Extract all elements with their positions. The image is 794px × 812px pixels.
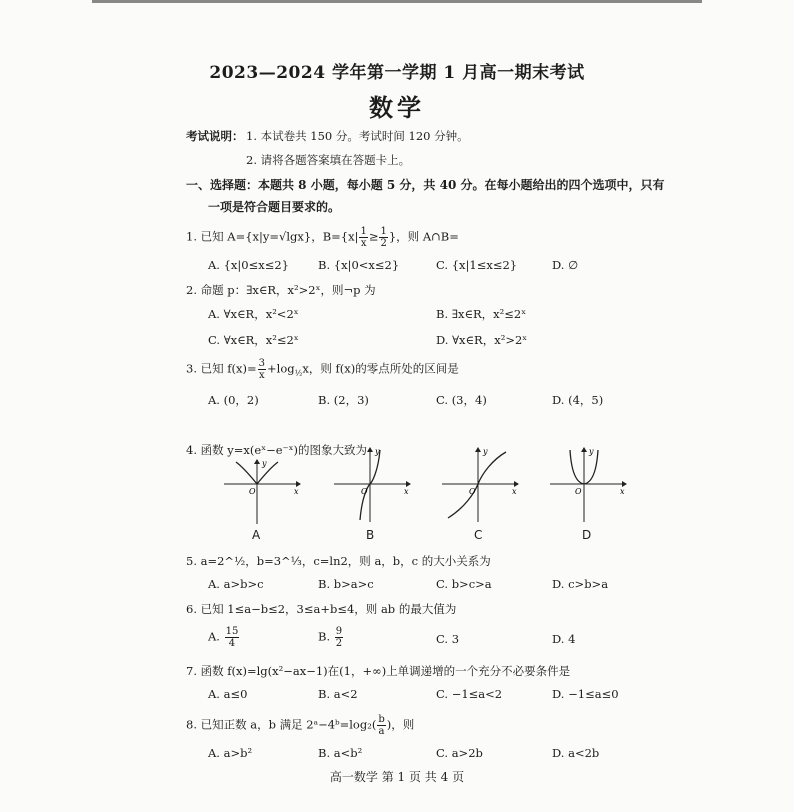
q6-option-c: C. 3 <box>436 632 460 646</box>
q3-option-c: C. (3，4) <box>436 393 487 407</box>
question-5-stem: 5. a=2^½，b=3^⅓，c=ln2，则 a，b，c 的大小关系为 <box>186 554 491 568</box>
q1-frac1-num: 1 <box>360 226 367 237</box>
q5-option-a: A. a>b>c <box>208 577 264 591</box>
q6-option-b <box>318 626 344 649</box>
q6-option-a-fraction <box>225 626 240 649</box>
q6-option-a <box>208 626 240 649</box>
graph-a <box>222 458 302 528</box>
q8-option-b: B. a<b² <box>318 746 363 760</box>
graph-c-x-label: x <box>512 487 517 496</box>
q1-option-c: C. {x|1≤x≤2} <box>436 258 518 272</box>
graph-c-y-label: y <box>483 447 488 456</box>
q7-option-a: A. a≤0 <box>208 687 248 701</box>
q1-frac2-num: 1 <box>380 226 387 237</box>
exam-title: 2023—2024 学年第一学期 1 月高一期末考试 <box>209 63 585 83</box>
q7-option-c: C. −1≤a<2 <box>436 687 503 701</box>
q6-b-den: 2 <box>335 638 343 649</box>
graph-c <box>440 446 520 524</box>
q6-option-b-fraction <box>335 626 343 649</box>
q2-option-a: A. ∀x∈R，x²<2ˣ <box>208 307 299 321</box>
graph-b-y-label: y <box>375 447 380 456</box>
graph-d <box>548 446 628 524</box>
q3-option-b: B. (2，3) <box>318 393 369 407</box>
graph-b <box>332 446 412 524</box>
q8-frac-num: b <box>378 714 385 725</box>
question-6-stem: 6. 已知 1≤a−b≤2，3≤a+b≤4，则 ab 的最大值为 <box>186 602 457 616</box>
q5-option-d: D. c>b>a <box>552 577 609 591</box>
q8-option-a: A. a>b² <box>208 746 253 760</box>
question-2-stem: 2. 命题 p：∃x∈R，x²>2ˣ，则¬p 为 <box>186 283 376 297</box>
q3-fraction <box>258 358 266 381</box>
q3-log-base: ½ <box>294 368 303 378</box>
q6-option-a-label: A. <box>208 629 220 644</box>
q6-b-num: 9 <box>335 626 343 637</box>
q1-option-d: D. ∅ <box>552 258 579 272</box>
q2-option-d: D. ∀x∈R，x²>2ˣ <box>436 333 528 347</box>
graph-c-label: C <box>474 528 483 542</box>
graph-d-x-label: x <box>620 487 625 496</box>
graph-b-origin: O <box>361 487 368 496</box>
q1-fraction-1 <box>359 226 367 249</box>
q8-frac-den: a <box>378 726 385 737</box>
section-1-heading-cont: 一项是符合题目要求的。 <box>208 200 341 214</box>
instructions-line-2: 2. 请将各题答案填在答题卡上。 <box>246 153 411 167</box>
q7-option-b: B. a<2 <box>318 687 358 701</box>
graph-d-origin: O <box>575 487 582 496</box>
graph-a-x-label: x <box>294 487 299 496</box>
q3-option-d: D. (4，5) <box>552 393 604 407</box>
q1-fraction-2 <box>379 226 387 249</box>
q6-option-d: D. 4 <box>552 632 576 646</box>
q3-frac-den: x <box>259 370 265 381</box>
instructions-label: 考试说明： <box>186 129 244 143</box>
page-footer: 高一数学 第 1 页 共 4 页 <box>329 770 465 784</box>
q6-a-den: 4 <box>228 638 236 649</box>
graph-d-y-label: y <box>589 447 594 456</box>
q8-option-c: C. a>2b <box>436 746 483 760</box>
q3-frac-num: 3 <box>258 358 266 369</box>
q3-option-a: A. (0，2) <box>208 393 259 407</box>
question-8-stem <box>186 714 414 737</box>
q6-a-num: 15 <box>225 626 239 637</box>
scan-edge-bar <box>92 0 702 3</box>
q3-stem-c: x，则 f(x)的零点所处的区间是 <box>302 361 459 376</box>
q1-stem-mid: ≥ <box>368 229 379 244</box>
q8-fraction <box>377 714 385 737</box>
question-7-stem: 7. 函数 f(x)=lg(x²−ax−1)在(1，+∞)上单调递增的一个充分不必要条件是 <box>186 664 571 678</box>
q7-option-d: D. −1≤a≤0 <box>552 687 619 701</box>
instructions-line-1: 1. 本试卷共 150 分。考试时间 120 分钟。 <box>246 129 469 143</box>
q1-option-a: A. {x|0≤x≤2} <box>208 258 289 272</box>
q3-stem-a: 3. 已知 f(x)= <box>186 361 257 376</box>
graph-b-x-label: x <box>404 487 409 496</box>
question-3-stem <box>186 358 459 381</box>
q1-frac2-den: 2 <box>380 238 387 249</box>
q1-option-b: B. {x|0<x≤2} <box>318 258 400 272</box>
graph-a-label: A <box>252 528 261 542</box>
graph-b-label: B <box>366 528 375 542</box>
q2-option-b: B. ∃x∈R，x²≤2ˣ <box>436 307 527 321</box>
graph-a-y-label: y <box>262 459 267 468</box>
q5-option-b: B. b>a>c <box>318 577 374 591</box>
question-4-stem: 4. 函数 y=x(eˣ−e⁻ˣ)的图象大致为 <box>186 443 367 457</box>
q8-option-d: D. a<2b <box>552 746 600 760</box>
q2-option-c: C. ∀x∈R，x²≤2ˣ <box>208 333 299 347</box>
graph-d-label: D <box>582 528 592 542</box>
question-1-stem <box>186 226 459 249</box>
q5-option-c: C. b>c>a <box>436 577 492 591</box>
q8-stem-b: )，则 <box>386 717 415 732</box>
q1-stem-text: 1. 已知 A={x|y=√lgx}，B={x| <box>186 229 359 244</box>
section-1-heading: 一、选择题：本题共 8 小题，每小题 5 分，共 40 分。在每小题给出的四个选项中，只有 <box>186 178 665 192</box>
q1-frac1-den: x <box>360 238 367 249</box>
graph-c-origin: O <box>469 487 476 496</box>
graph-a-origin: O <box>249 487 256 496</box>
q1-stem-end: }，则 A∩B= <box>388 229 459 244</box>
q8-stem-a: 8. 已知正数 a，b 满足 2ᵃ−4ᵇ=log₂( <box>186 717 377 732</box>
subject-title: 数学 <box>369 93 425 122</box>
q6-option-b-label: B. <box>318 629 331 644</box>
q3-stem-b: +log <box>267 361 295 376</box>
